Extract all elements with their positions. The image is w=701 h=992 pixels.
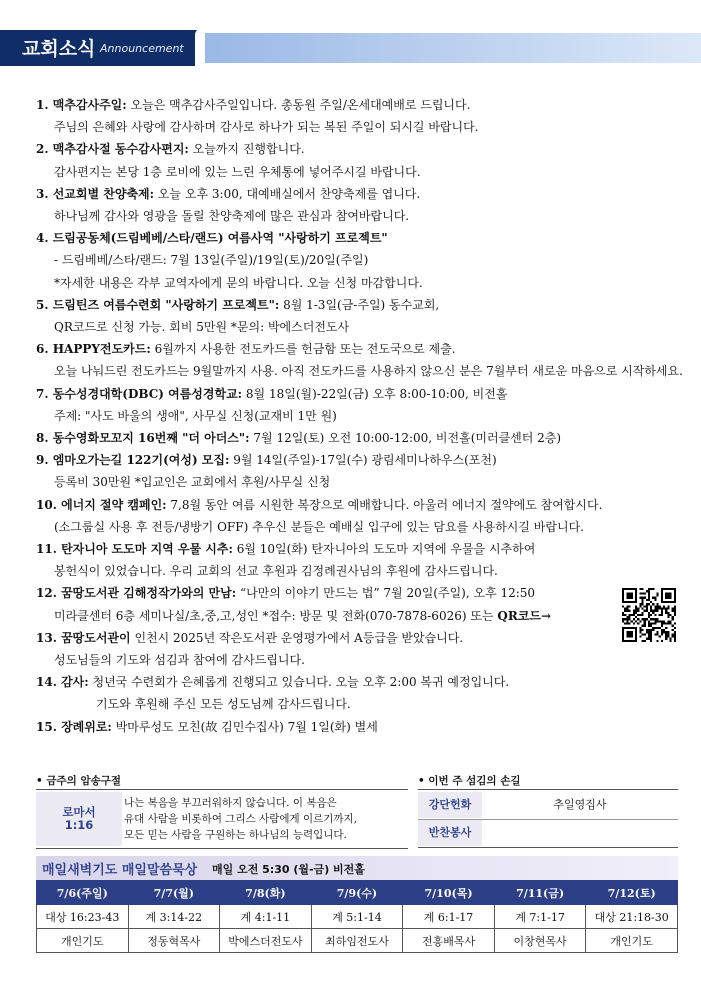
announcement-first-line bbox=[36, 138, 696, 160]
daily-passage-cell: 계 3:14-22 bbox=[128, 905, 220, 929]
announcement-continuation: - 드림베베/스타/랜드: 7월 13일(주일)/19일(토)/20일(주일) bbox=[54, 253, 369, 268]
daily-passage-cell: 대상 21:18-30 bbox=[586, 905, 678, 929]
daily-day-header: 7/12(토) bbox=[586, 881, 678, 905]
announcement-item bbox=[36, 427, 696, 449]
memory-verse-heading: • 금주의 암송구절 bbox=[36, 775, 122, 787]
announcement-first-line bbox=[36, 183, 696, 205]
daily-passage-cell: 계 6:1-17 bbox=[403, 905, 495, 929]
serving-person bbox=[482, 820, 678, 846]
daily-schedule-table bbox=[36, 880, 678, 953]
announcement-item bbox=[36, 294, 696, 338]
announcement-item bbox=[36, 383, 696, 427]
announcement-item bbox=[36, 183, 696, 227]
announcement-first-line bbox=[36, 383, 696, 405]
announcement-continuation: *자세한 내용은 각부 교역자에게 문의 바랍니다. 오늘 신청 마감합니다. bbox=[54, 275, 423, 290]
announcement-heading: 드림공동체(드림베베/스타/랜드) 여름사역 "사랑하기 프로젝트" bbox=[52, 231, 388, 246]
announcement-number: 4. bbox=[36, 231, 53, 246]
announcement-text: 6월 10일(화) 탄자니아의 도도마 지역에 우물을 시추하여 bbox=[232, 542, 536, 557]
announcement-number: 14. bbox=[36, 675, 62, 690]
memory-verse-heading-text: 금주의 암송구절 bbox=[46, 775, 122, 787]
announcement-number: 6. bbox=[36, 342, 53, 357]
section-header bbox=[0, 30, 701, 66]
announcement-continuation: 등록비 30만원 *입교인은 교회에서 후원/사무실 신청 bbox=[54, 475, 331, 490]
announcement-first-line bbox=[36, 582, 696, 604]
announcement-item bbox=[36, 449, 696, 493]
announcement-first-line bbox=[36, 627, 696, 649]
serving-role: 반찬봉사 bbox=[418, 820, 482, 846]
verse-reference-part: 로마서 bbox=[62, 805, 96, 819]
memory-verse-bottom-rule bbox=[36, 848, 408, 849]
serving-hands-rule bbox=[418, 789, 678, 790]
serving-person: 추일영집사 bbox=[553, 798, 607, 811]
announcement-item bbox=[36, 338, 696, 382]
announcement-first-line bbox=[36, 494, 696, 516]
announcement-continuation: 감사편지는 본당 1층 로비에 있는 느린 우체통에 넣어주시길 바랍니다. bbox=[54, 164, 421, 179]
announcement-number: 13. bbox=[36, 630, 62, 645]
announcement-first-line bbox=[36, 294, 696, 316]
announcement-number: 5. bbox=[36, 297, 53, 312]
verse-line: 나는 복음을 부끄러워하지 않습니다. 이 복음은 bbox=[124, 797, 337, 809]
announcement-item bbox=[36, 494, 696, 538]
daily-passage-cell: 계 4:1-11 bbox=[220, 905, 312, 929]
daily-leader-cell: 박에스더전도사 bbox=[220, 929, 312, 953]
announcement-item bbox=[36, 716, 696, 738]
section-title: 교회소식 bbox=[22, 38, 96, 60]
announcement-first-line bbox=[36, 716, 696, 738]
daily-day-header: 7/7(월) bbox=[128, 881, 220, 905]
daily-prayer-header bbox=[36, 856, 678, 880]
announcement-continuation: (소그룹실 사용 후 전등/냉방기 OFF) 추우신 분들은 예배실 입구에 있는 담요를 사용하시길 바랍니다. bbox=[54, 519, 584, 534]
daily-day-header: 7/9(수) bbox=[311, 881, 403, 905]
announcement-text: “나만의 이야기 만드는 법” 7월 20일(주일), 오후 12:50 bbox=[236, 586, 536, 601]
announcement-list bbox=[36, 94, 696, 738]
announcement-continuation: 주님의 은혜와 사랑에 감사하며 감사로 하나가 되는 복된 주일이 되시길 바랍니다. bbox=[54, 120, 479, 135]
qr-code-icon[interactable] bbox=[622, 588, 676, 642]
announcement-number: 1. bbox=[36, 98, 53, 112]
announcement-item bbox=[36, 538, 696, 582]
announcement-text: 7,8월 동안 여름 시원한 복장으로 예배합니다. 아울러 에너지 절약에도 참여합시다. bbox=[166, 497, 603, 512]
announcement-continuation: 오늘 나눠드린 전도카드는 9월말까지 사용. 아직 전도카드를 사용하지 않으신 분은 7월부터 새로운 마음으로 시작하세요. bbox=[54, 364, 683, 379]
daily-prayer-title: 매일새벽기도 매일말씀묵상 bbox=[42, 863, 198, 878]
announcement-number: 15. bbox=[36, 719, 62, 734]
announcement-text: 인천시 2025년 작은도서관 운영평가에서 A등급을 받았습니다. bbox=[130, 630, 464, 645]
announcement-number: 12. bbox=[36, 586, 62, 601]
section-subtitle: Announcement bbox=[100, 42, 184, 55]
announcement-text: 9월 14일(주일)-17일(수) 광림세미나하우스(포천) bbox=[229, 453, 497, 468]
verse-reference-box bbox=[36, 792, 122, 846]
announcement-continuation: 하나님께 감사와 영광을 돌릴 찬양축제에 많은 관심과 참여바랍니다. bbox=[54, 209, 410, 224]
daily-day-header: 7/10(목) bbox=[403, 881, 495, 905]
announcement-item bbox=[36, 627, 696, 671]
announcement-number: 9. bbox=[36, 453, 53, 468]
verse-text bbox=[124, 795, 404, 843]
announcement-number: 7. bbox=[36, 386, 53, 401]
verse-line: 유대 사람을 비롯하여 그리스 사람에게 이르기까지, bbox=[124, 813, 358, 825]
announcement-text: 박마루성도 모친(故 김민수집사) 7월 1일(화) 별세 bbox=[111, 719, 378, 734]
announcement-text: 오늘까지 진행합니다. bbox=[188, 142, 305, 157]
daily-leader-cell: 전홍배목사 bbox=[403, 929, 495, 953]
announcement-continuation: 주제: "사도 바울의 생애", 사무실 신청(교재비 1만 원) bbox=[54, 408, 337, 423]
serving-hands-row bbox=[418, 792, 678, 820]
announcement-first-line bbox=[36, 449, 696, 471]
announcement-heading: 탄자니아 도도마 지역 우물 시추: bbox=[61, 542, 233, 557]
announcement-heading: 맥추감사주일: bbox=[52, 98, 127, 112]
announcement-text: 오늘 오후 3:00, 대예배실에서 찬양축제를 엽니다. bbox=[154, 186, 421, 201]
serving-hands-table bbox=[418, 792, 678, 848]
announcement-heading: 에너지 절약 캠페인: bbox=[61, 497, 167, 512]
daily-passages-row bbox=[37, 905, 678, 929]
announcement-text: 청년국 수련회가 은혜롭게 진행되고 있습니다. 오늘 오후 2:00 복귀 예정입니다. bbox=[88, 675, 510, 690]
daily-prayer-time: 매일 오전 5:30 (월-금) 비전홀 bbox=[212, 863, 365, 876]
daily-passage-cell: 대상 16:23-43 bbox=[37, 905, 129, 929]
announcement-heading: HAPPY전도카드: bbox=[52, 342, 151, 357]
daily-leader-cell: 이창현목사 bbox=[494, 929, 586, 953]
serving-hands-heading-text: 이번 주 섬김의 손길 bbox=[428, 775, 521, 787]
announcement-heading: 감사: bbox=[61, 675, 89, 690]
daily-day-header: 7/8(화) bbox=[220, 881, 312, 905]
announcement-item bbox=[36, 671, 696, 715]
announcement-text: 6월까지 사용한 전도카드를 헌금함 또는 전도국으로 제출. bbox=[150, 342, 456, 357]
announcement-number: 8. bbox=[36, 431, 53, 446]
announcement-continuation: 성도님들의 기도와 섬김과 참여에 감사드립니다. bbox=[54, 653, 305, 668]
qr-code-label: QR코드→ bbox=[497, 608, 552, 623]
announcement-continuation: 기도와 후원해 주신 모든 성도님께 감사드립니다. bbox=[96, 697, 351, 712]
announcement-number: 2. bbox=[36, 142, 53, 157]
serving-role: 강단헌화 bbox=[418, 792, 482, 818]
announcement-number: 3. bbox=[36, 186, 53, 201]
daily-leader-cell: 최하임전도사 bbox=[311, 929, 403, 953]
daily-leader-cell: 개인기도 bbox=[586, 929, 678, 953]
daily-passage-cell: 계 7:1-17 bbox=[494, 905, 586, 929]
announcement-heading: 꿈땅도서관이 bbox=[61, 630, 131, 645]
announcement-continuation: 미라클센터 6층 세미나실/초,중,고,성인 *접수: 방문 및 전화(070-7878-6026) 또는 QR코드→ bbox=[54, 608, 552, 623]
announcement-first-line bbox=[36, 427, 696, 449]
announcement-text: 8월 1-3일(금-주일) 동수교회, bbox=[279, 297, 440, 312]
daily-passage-cell: 계 5:1-14 bbox=[311, 905, 403, 929]
announcement-item bbox=[36, 138, 696, 182]
announcement-item bbox=[36, 227, 696, 294]
announcement-first-line bbox=[36, 538, 696, 560]
announcement-heading: 꿈땅도서관 김해정작가와의 만남: bbox=[61, 586, 237, 601]
daily-day-header: 7/11(금) bbox=[494, 881, 586, 905]
memory-verse-rule bbox=[36, 789, 408, 790]
announcement-heading: 엠마오가는길 122기(여성) 모집: bbox=[52, 453, 230, 468]
verse-line: 모든 믿는 사람을 구원하는 하나님의 능력입니다. bbox=[124, 829, 347, 841]
daily-days-row bbox=[37, 881, 678, 905]
announcement-heading: 드림틴즈 여름수련회 "사랑하기 프로젝트": bbox=[52, 297, 280, 312]
verse-reference bbox=[36, 806, 122, 832]
announcement-first-line bbox=[36, 94, 696, 116]
announcement-item bbox=[36, 582, 696, 626]
announcement-heading: 동수성경대학(DBC) 여름성경학교: bbox=[52, 386, 243, 401]
daily-day-header: 7/6(주일) bbox=[37, 881, 129, 905]
announcement-heading: 선교회별 찬양축제: bbox=[52, 186, 155, 201]
announcement-text: 오늘은 맥추감사주일입니다. 총동원 주일/온세대예배로 드립니다. bbox=[126, 98, 471, 112]
verse-reference-part: 1:16 bbox=[64, 818, 94, 832]
announcement-text: 7월 12일(토) 오전 10:00-12:00, 비전홀(미러클센터 2층) bbox=[249, 431, 562, 446]
announcement-number: 11. bbox=[36, 542, 62, 557]
announcement-heading: 맥추감사절 동수감사편지: bbox=[52, 142, 189, 157]
daily-leader-cell: 정동혁목사 bbox=[128, 929, 220, 953]
announcement-first-line bbox=[36, 671, 696, 693]
daily-leaders-row bbox=[37, 929, 678, 953]
header-light-band bbox=[205, 33, 701, 63]
announcement-heading: 장례위로: bbox=[61, 719, 112, 734]
announcement-continuation: QR코드로 신청 가능. 회비 5만원 *문의: 박에스더전도사 bbox=[54, 320, 350, 335]
announcement-text: 8월 18일(월)-22일(금) 오후 8:00-10:00, 비전홀 bbox=[242, 386, 508, 401]
announcement-number: 10. bbox=[36, 497, 62, 512]
announcement-continuation: 봉헌식이 있었습니다. 우리 교회의 선교 후원과 김정례권사님의 후원에 감사드립니다. bbox=[54, 564, 498, 579]
daily-leader-cell: 개인기도 bbox=[37, 929, 129, 953]
announcement-item bbox=[36, 94, 696, 138]
serving-hands-heading: • 이번 주 섬김의 손길 bbox=[418, 775, 521, 787]
serving-hands-row bbox=[418, 820, 678, 848]
announcement-first-line bbox=[36, 338, 696, 360]
announcement-first-line bbox=[36, 227, 696, 249]
announcement-heading: 동수영화모꼬지 16번째 "더 아더스": bbox=[52, 431, 250, 446]
